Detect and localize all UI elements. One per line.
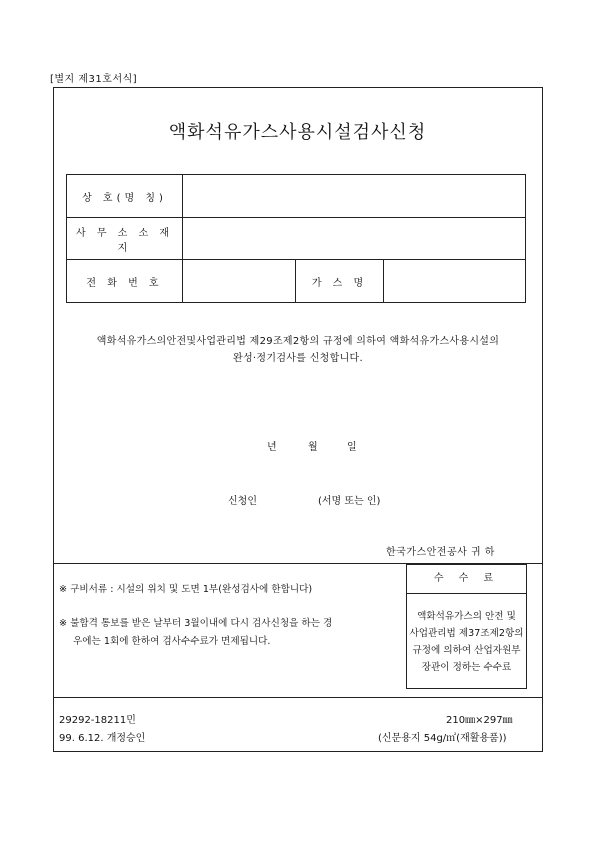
divider-bottom — [53, 697, 543, 698]
fee-header: 수 수 료 — [407, 565, 526, 594]
applicant-info-table — [66, 174, 526, 303]
fee-box — [406, 564, 527, 689]
paper-type: (신문용지 54g/㎡(재활용품)) — [378, 733, 507, 744]
applicant-label: 신청인 — [228, 496, 257, 507]
phone-label: 전 화 번 호 — [67, 260, 183, 303]
company-name-field[interactable] — [183, 175, 526, 218]
gas-name-label: 가 스 명 — [296, 260, 384, 303]
statement-line-2: 완성·정기검사를 신청합니다. — [233, 353, 363, 364]
gas-name-field[interactable] — [384, 260, 526, 303]
approval-date: 99. 6.12. 개정승인 — [59, 733, 146, 744]
statement-line-1: 액화석유가스의안전및사업관리법 제29조제2항의 규정에 의하여 액화석유가스사용시설의 — [96, 336, 500, 347]
fee-line-4: 장관이 정하는 수수료 — [421, 662, 512, 673]
date-year: 년 — [267, 442, 277, 453]
date-day: 일 — [347, 442, 357, 453]
note-documents: ※ 구비서류 : 시설의 위치 및 도면 1부(완성검사에 한합니다) — [59, 584, 313, 595]
fee-description — [407, 594, 526, 676]
recipient: 한국가스안전공사 귀 하 — [386, 547, 495, 558]
signature-hint: (서명 또는 인) — [318, 496, 381, 507]
paper-size: 210㎜×297㎜ — [446, 715, 513, 726]
fee-line-1: 액화석유가스의 안전 및 — [417, 611, 516, 622]
note-refund-line-1: ※ 불합격 통보를 받은 날부터 3월이내에 다시 검사신청을 하는 경 — [59, 618, 333, 629]
phone-field[interactable] — [183, 260, 296, 303]
doc-code: 29292-18211민 — [59, 715, 136, 726]
form-number: [별지 제31호서식] — [50, 74, 138, 85]
company-name-label: 상 호(명 칭) — [67, 175, 183, 218]
form-title: 액화석유가스사용시설검사신청 — [168, 122, 427, 143]
fee-line-3: 규정에 의하여 산업자원부 — [412, 645, 521, 656]
date-month: 월 — [308, 442, 318, 453]
notes-section — [53, 564, 409, 689]
fee-line-2: 사업관리법 제37조제2항의 — [409, 628, 524, 639]
note-refund-line-2: 우에는 1회에 한하여 검사수수료가 면제됩니다. — [73, 636, 271, 647]
office-address-field[interactable] — [183, 218, 526, 260]
office-address-label: 사 무 소 소 재 지 — [67, 218, 183, 260]
